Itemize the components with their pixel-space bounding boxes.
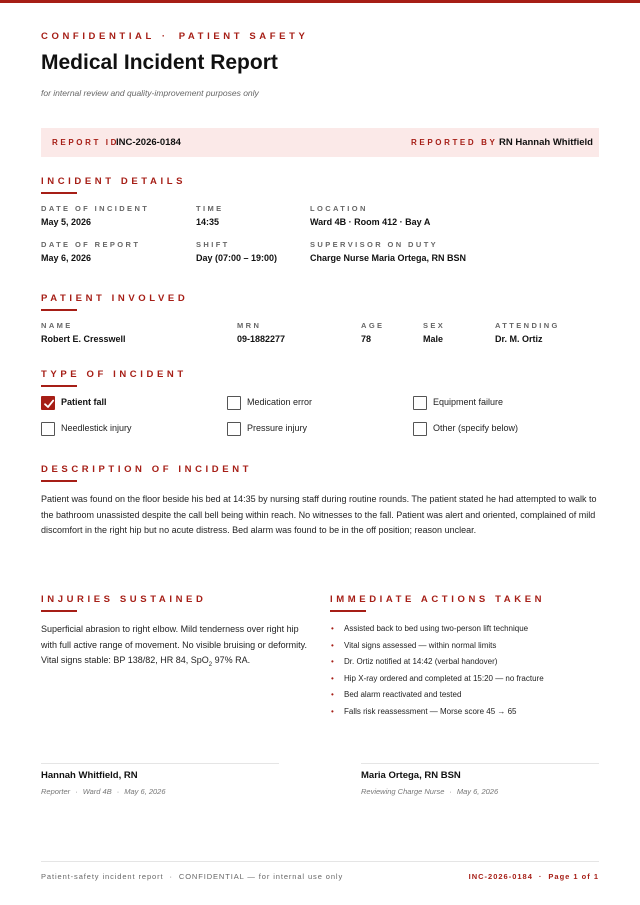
list-item: • Vital signs assessed — within normal limits [331, 640, 497, 650]
section-rule [330, 610, 366, 612]
confidentiality-overline: CONFIDENTIAL · PATIENT SAFETY [41, 31, 309, 42]
report-id-value: INC-2026-0184 [116, 137, 181, 148]
checkbox-medication-error[interactable] [227, 396, 241, 410]
reviewer-signature-name: Maria Ortega, RN BSN [361, 770, 461, 781]
section-heading-actions: IMMEDIATE ACTIONS TAKEN [330, 594, 546, 605]
field-label: SUPERVISOR ON DUTY [310, 240, 439, 249]
list-item: • Hip X-ray ordered and completed at 15:20 — no fracture [331, 673, 544, 683]
patient-name-value: Robert E. Cresswell [41, 334, 126, 344]
list-item: • Dr. Ortiz notified at 14:42 (verbal handover) [331, 657, 498, 666]
bullet-icon: • [331, 640, 334, 650]
page-title: Medical Incident Report [41, 51, 278, 74]
bullet-icon: • [331, 706, 334, 716]
injuries-text: Superficial abrasion to right elbow. Mild tenderness over right hip with full active range of movement. No visible bruising or deformity. Vital signs stable: BP 138/82, HR 84, SpO$_2$ 97% RA. [41, 624, 307, 668]
patient-mrn-value: 09-1882277 [237, 334, 286, 344]
list-item: • Falls risk reassessment — Morse score 45 → 65 [331, 706, 517, 716]
field-label: NAME [41, 321, 73, 330]
report-id-label: REPORT ID [52, 138, 119, 147]
field-label: TIME [196, 204, 224, 213]
checkbox-label: Other (specify below) [433, 423, 519, 433]
section-heading-incident-details: INCIDENT DETAILS [41, 176, 187, 187]
field-label: DATE OF INCIDENT [41, 204, 150, 213]
patient-sex-value: Male [423, 334, 444, 344]
supervisor-value: Charge Nurse Maria Ortega, RN BSN [310, 253, 467, 263]
footer-note: Patient-safety incident report · CONFIDENTIAL — for internal use only [41, 872, 344, 881]
list-item: • Assisted back to bed using two-person lift technique [331, 624, 529, 633]
checkmark-icon [43, 398, 55, 410]
description-text: Patient was found on the floor beside his bed at 14:35 by nursing staff during routine rounds. The patient stated he had attempted to walk to the bathroom unassisted despite the call bell being within reach. No witnesses to the fall. Patient was alert and oriented, complained of mild discomfort in the right hip but no acute distress. Bed alarm was found to be in the off position; reason unclear. [41, 494, 597, 535]
footer-divider [41, 861, 599, 862]
reporter-signature-name: Hannah Whitfield, RN [41, 770, 138, 781]
signature-line-reviewer [361, 763, 599, 764]
field-label: DATE OF REPORT [41, 240, 141, 249]
checkbox-equipment-failure[interactable] [413, 396, 427, 410]
patient-age-value: 78 [361, 334, 372, 344]
report-id-bar [41, 128, 599, 157]
patient-attending-value: Dr. M. Ortiz [495, 334, 543, 344]
section-heading-patient: PATIENT INVOLVED [41, 293, 189, 304]
reported-by-value: RN Hannah Whitfield [499, 137, 593, 148]
time-value: 14:35 [196, 217, 220, 227]
field-label: ATTENDING [495, 321, 560, 330]
reported-by-label: REPORTED BY [411, 138, 498, 147]
date-of-incident-value: May 5, 2026 [41, 217, 92, 227]
field-label: AGE [361, 321, 385, 330]
bullet-icon: • [331, 657, 334, 666]
bullet-icon: • [331, 690, 334, 699]
section-heading-incident-type: TYPE OF INCIDENT [41, 369, 187, 380]
section-heading-injuries: INJURIES SUSTAINED [41, 594, 207, 605]
section-rule [41, 309, 77, 311]
checkbox-needlestick-injury[interactable] [41, 422, 55, 436]
checkbox-label: Patient fall [61, 397, 107, 407]
checkbox-label: Medication error [247, 397, 313, 407]
section-rule [41, 610, 77, 612]
signature-line-reporter [41, 763, 279, 764]
top-accent-bar [0, 0, 640, 3]
checkbox-label: Needlestick injury [61, 423, 132, 433]
section-rule [41, 480, 77, 482]
shift-value: Day (07:00 – 19:00) [196, 253, 278, 263]
footer-page-info: INC-2026-0184 · Page 1 of 1 [468, 872, 599, 881]
reviewer-signature-meta: Reviewing Charge Nurse · May 6, 2026 [361, 787, 499, 796]
bullet-icon: • [331, 673, 334, 683]
checkbox-label: Equipment failure [433, 397, 504, 407]
section-rule [41, 385, 77, 387]
checkbox-label: Pressure injury [247, 423, 308, 433]
section-heading-description: DESCRIPTION OF INCIDENT [41, 464, 253, 475]
field-label: MRN [237, 321, 262, 330]
field-label: SEX [423, 321, 446, 330]
checkbox-pressure-injury[interactable] [227, 422, 241, 436]
reporter-signature-meta: Reporter · Ward 4B · May 6, 2026 [41, 787, 166, 796]
date-of-report-value: May 6, 2026 [41, 253, 92, 263]
checkbox-other[interactable] [413, 422, 427, 436]
location-value: Ward 4B · Room 412 · Bay A [310, 217, 431, 227]
field-label: LOCATION [310, 204, 368, 213]
list-item: • Bed alarm reactivated and tested [331, 690, 462, 699]
bullet-icon: • [331, 624, 334, 633]
field-label: SHIFT [196, 240, 230, 249]
page-subtitle: for internal review and quality-improvement purposes only [41, 88, 259, 98]
checkbox-patient-fall[interactable] [41, 396, 55, 410]
actions-list [330, 623, 600, 722]
section-rule [41, 192, 77, 194]
